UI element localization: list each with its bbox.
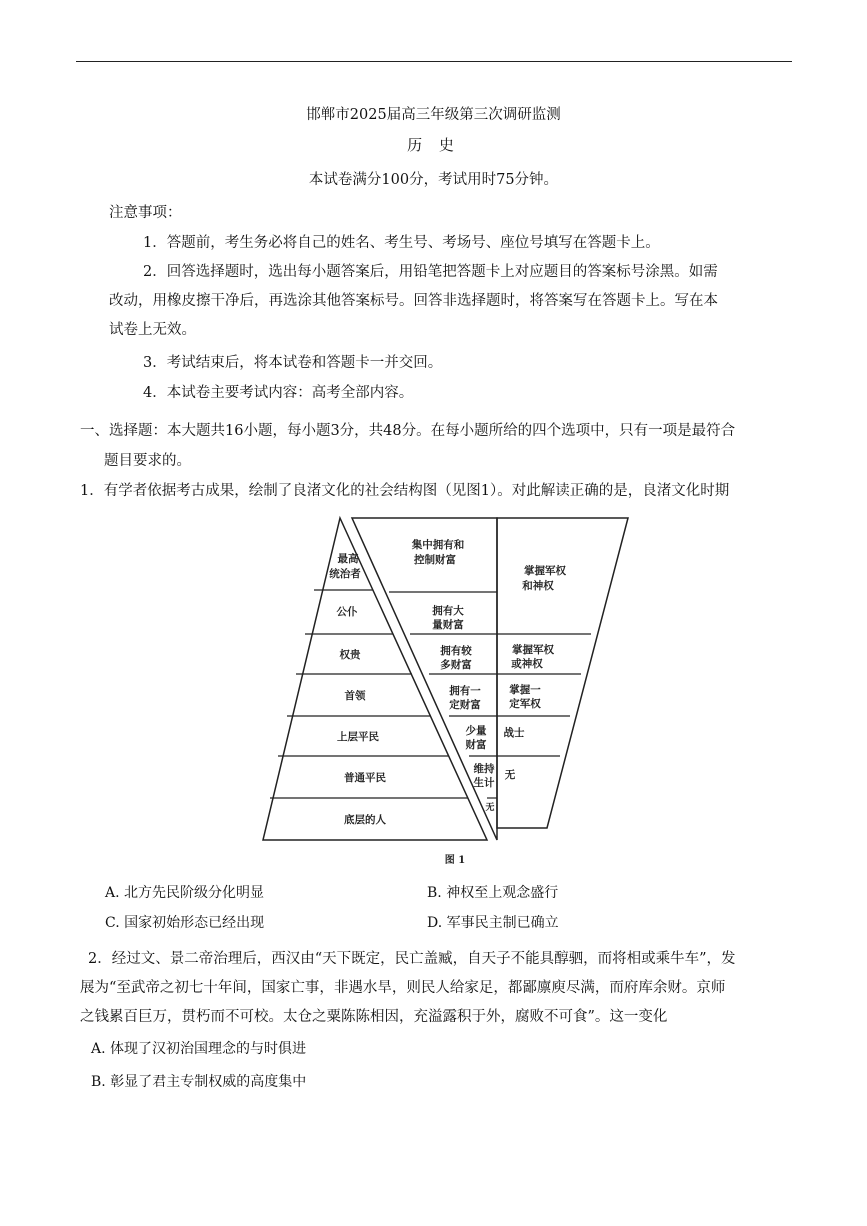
label-right-3a: 掌握一 [509, 684, 541, 696]
section-heading-line-2: 题目要求的。 [104, 453, 191, 469]
notice-item-2-line-1: 2．回答选择题时，选出每小题答案后，用铅笔把答题卡上对应题目的答案标号涂黑。如需 [143, 264, 718, 280]
q1-option-d[interactable]: D. 军事民主制已确立 [427, 915, 559, 931]
label-supreme-ruler-1: 最高 [337, 553, 359, 565]
label-mid-3b: 多财富 [440, 659, 472, 671]
left-triangle [263, 518, 487, 840]
label-mid-1b: 控制财富 [414, 554, 456, 566]
label-mid-2b: 量财富 [432, 619, 464, 631]
label-mid-4b: 定财富 [449, 699, 481, 711]
q2-option-b[interactable]: B. 彰显了君主专制权威的高度集中 [91, 1074, 307, 1090]
top-rule [76, 61, 792, 62]
question-2-stem-line-1: 2．经过文、景二帝治理后，西汉由“天下既定，民亡盖臧，自天子不能具醇驷，而将相或乘牛车”，发 [88, 951, 736, 967]
label-mid-6b: 生计 [473, 777, 495, 789]
label-mid-1a: 集中拥有和 [411, 539, 465, 551]
label-mid-2a: 拥有大 [432, 605, 464, 617]
q1-option-b[interactable]: B. 神权至上观念盛行 [427, 885, 559, 901]
subject-title: 历 史 [407, 136, 460, 154]
label-right-5: 无 [504, 769, 516, 781]
label-mid-3a: 拥有较 [440, 645, 472, 657]
label-chiefs: 首领 [344, 690, 366, 702]
notice-heading: 注意事项： [109, 205, 182, 221]
label-lowest-people: 底层的人 [344, 814, 386, 826]
label-supreme-ruler-2: 统治者 [329, 568, 361, 580]
exam-info: 本试卷满分100分，考试用时75分钟。 [308, 172, 559, 188]
label-right-2a: 掌握军权 [512, 644, 554, 656]
q1-option-c[interactable]: C. 国家初始形态已经出现 [105, 915, 265, 931]
question-1-stem: 1．有学者依据考古成果，绘制了良渚文化的社会结构图（见图1）。对此解读正确的是，良渚文化时期 [80, 483, 730, 499]
notice-item-3: 3．考试结束后，将本试卷和答题卡一并交回。 [143, 355, 443, 371]
notice-item-4: 4．本试卷主要考试内容：高考全部内容。 [143, 385, 414, 401]
label-nobles: 权贵 [339, 649, 361, 661]
label-mid-6a: 维持 [473, 763, 495, 775]
q2-option-a[interactable]: A. 体现了汉初治国理念的与时俱进 [91, 1041, 307, 1057]
question-2-stem-line-2: 展为“至武帝之初七十年间，国家亡事，非遇水旱，则民人给家足，都鄙廪庾尽满，而府库余财。京师 [80, 980, 726, 996]
label-right-4: 战士 [503, 727, 525, 739]
notice-item-2-line-3: 试卷上无效。 [109, 322, 196, 338]
q1-option-a[interactable]: A. 北方先民阶级分化明显 [105, 885, 265, 901]
figure-caption: 图 1 [444, 855, 466, 866]
label-mid-5a: 少量 [465, 725, 487, 737]
label-right-1b: 和神权 [522, 580, 554, 592]
exam-title: 邯郸市2025届高三年级第三次调研监测 [306, 107, 561, 123]
label-mid-5b: 财富 [465, 739, 487, 751]
label-right-3b: 定军权 [509, 698, 541, 710]
middle-triangle [352, 518, 497, 840]
notice-item-1: 1．答题前，考生务必将自己的姓名、考生号、考场号、座位号填写在答题卡上。 [143, 235, 660, 251]
label-upper-commoners: 上层平民 [337, 731, 379, 743]
section-heading-line-1: 一、选择题：本大题共16小题，每小题3分，共48分。在每小题所给的四个选项中，只有一项是最符合 [80, 423, 736, 439]
label-mid-4a: 拥有一 [449, 685, 481, 697]
label-right-1a: 掌握军权 [524, 565, 566, 577]
label-mid-7: 无 [485, 803, 495, 813]
social-structure-figure [255, 510, 635, 872]
question-2-stem-line-3: 之钱累百巨万，贯朽而不可校。太仓之粟陈陈相因，充溢露积于外，腐败不可食”。这一变化 [80, 1009, 668, 1025]
label-right-2b: 或神权 [511, 658, 543, 670]
notice-item-2-line-2: 改动，用橡皮擦干净后，再选涂其他答案标号。回答非选择题时，将答案写在答题卡上。写在本 [109, 293, 718, 309]
label-public-servant: 公仆 [336, 606, 358, 618]
label-ordinary-commoners: 普通平民 [344, 772, 386, 784]
